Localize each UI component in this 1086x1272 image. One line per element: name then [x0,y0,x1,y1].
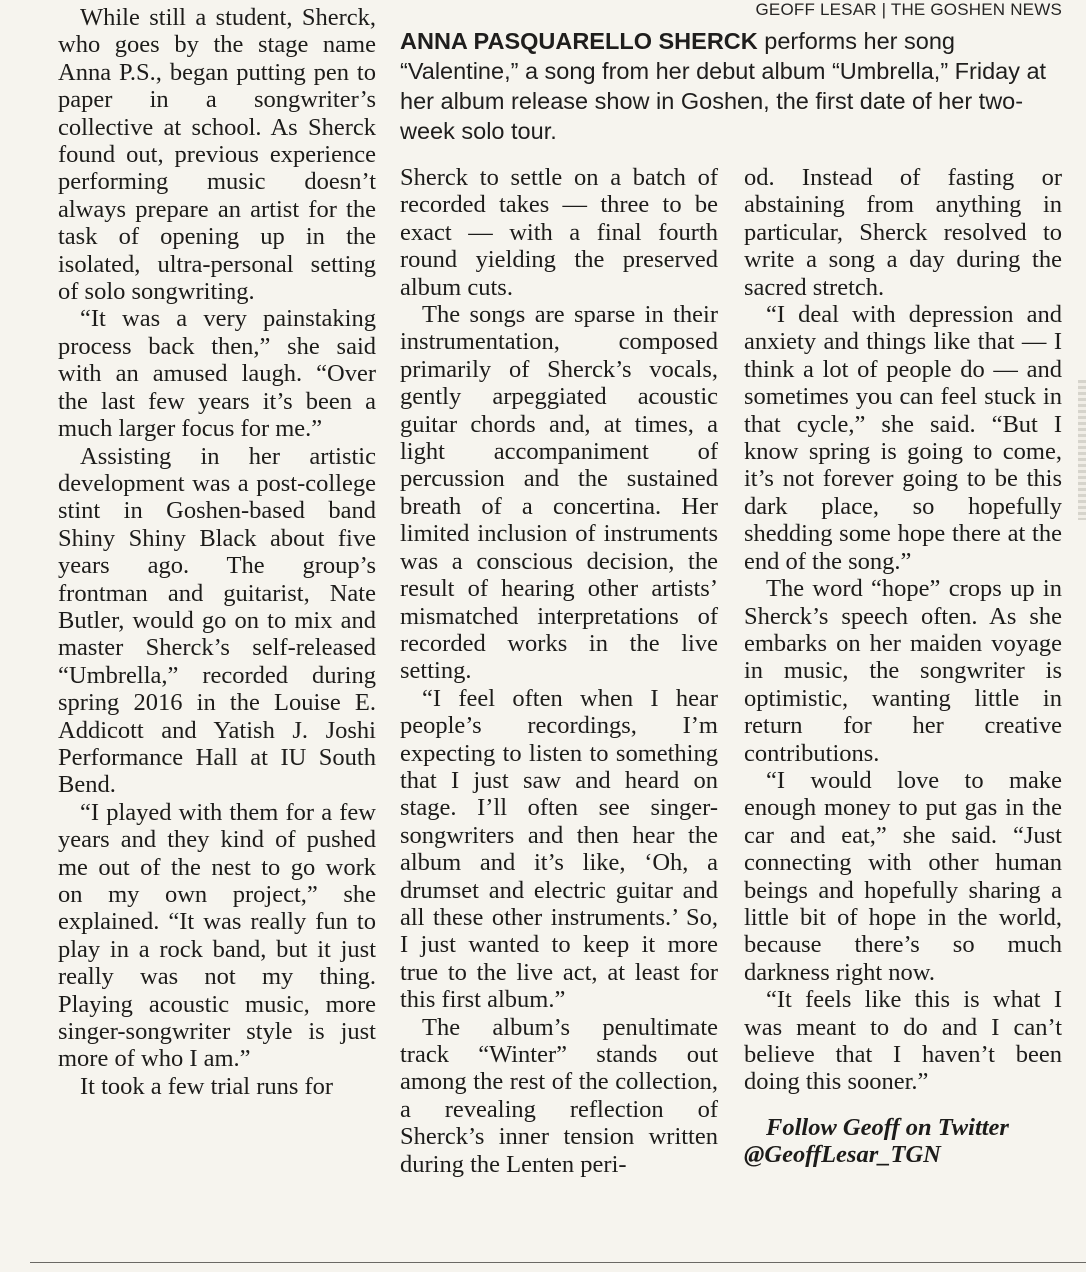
twitter-handle: @GeoffLesar_TGN [744,1141,941,1169]
paragraph: The songs are sparse in their instrumentation, composed primarily of Sherck’s vocals, gently arpeggiated acoustic guitar chords and, at times, a light accompaniment of percussion and the sustained breath of a concertina. Her limited inclusion of instruments was a conscious decision, the result of hearing other artists’ mismatched interpretations of recorded works in the live setting. [400,301,718,685]
caption-text: performs her song “Valentine,” a song from her debut album “Umbrella,” Friday at her album release show in Goshen, the first date of her two-week solo tour. [400,28,1047,144]
paragraph: It took a few trial runs for [80,1072,334,1100]
paragraph: While still a student, Sherck, who goes by the stage name Anna P.S., began putting pen to paper in a songwriter’s collective at school. As Sherck found out, previous experience performing music doesn’t always prepare an artist for the task of opening up in the isolated, ultra-personal setting of solo songwriting. [58,4,376,306]
follow-line: Follow Geoff on Twitter [766,1113,1009,1141]
caption-name: ANNA PASQUARELLO SHERCK [400,28,758,54]
paragraph: “I would love to make enough money to put gas in the car and eat,” she said. “Just connecting with other human beings and hopefully sharing a little bit of hope in the world, because there’s so much darkness right now. [744,766,1062,986]
photo-caption [400,26,1070,146]
paragraph: “It feels like this is what I was meant to do and I can’t believe that I haven’t been doing this sooner.” [744,986,1062,1096]
paragraph: The album’s penultimate track “Winter” stands out among the rest of the collection, a revealing reflection of Sherck’s inner tension written during the Lenten peri- [400,1013,718,1178]
paragraph: od. Instead of fasting or abstaining from anything in particular, Sherck resolved to write a song a day during the sacred stretch. [744,164,1062,301]
paragraph: “I feel often when I hear people’s recordings, I’m expecting to listen to something that I just saw and heard on stage. I’ll often see singer-songwriters and then hear the album and it’s like, ‘Oh, a drumset and electric guitar and all these other instruments.’ So, I just wanted to keep it more true to the live act, at least for this first album.” [400,684,718,1014]
article-column-2 [400,164,718,1178]
paragraph: Sherck to settle on a batch of recorded takes — three to be exact — with a final fourth round yielding the preserved album cuts. [400,164,718,301]
article-column-1 [58,4,376,1100]
paragraph: “It was a very painstaking process back then,” she said with an amused laugh. “Over the last few years it’s been a much larger focus for me.” [58,305,376,443]
bottom-rule [30,1262,1086,1263]
paragraph: “I deal with depression and anxiety and things like that — I think a lot of people do — and sometimes you can feel stuck in that cycle,” she said. “But I know spring is going to come, it’s not forever going to be this dark place, so hopefully shedding some hope there at the end of the song.” [744,301,1062,575]
article-column-3 [744,164,1062,1169]
paragraph: The word “hope” crops up in Sherck’s speech often. As she embarks on her maiden voyage in music, the songwriter is optimistic, wanting little in return for her creative contributions. [744,575,1062,767]
paragraph: Assisting in her artistic development was a post-college stint in Goshen-based band Shiny Shiny Black about five years ago. The group’s frontman and guitarist, Nate Butler, would go on to mix and master Sherck’s self-released “Umbrella,” recorded during spring 2016 in the Louise E. Addicott and Yatish J. Joshi Performance Hall at IU South Bend. [58,442,376,799]
paragraph: “I played with them for a few years and they kind of pushed me out of the nest to go work on my own project,” she explained. “It was really fun to play in a rock band, but it just really was not my thing. Playing acoustic music, more singer-songwriter style is just more of who I am.” [58,798,376,1073]
scan-edge-mark [1078,380,1086,520]
photo-credit: GEOFF LESAR | THE GOSHEN NEWS [755,0,1062,19]
